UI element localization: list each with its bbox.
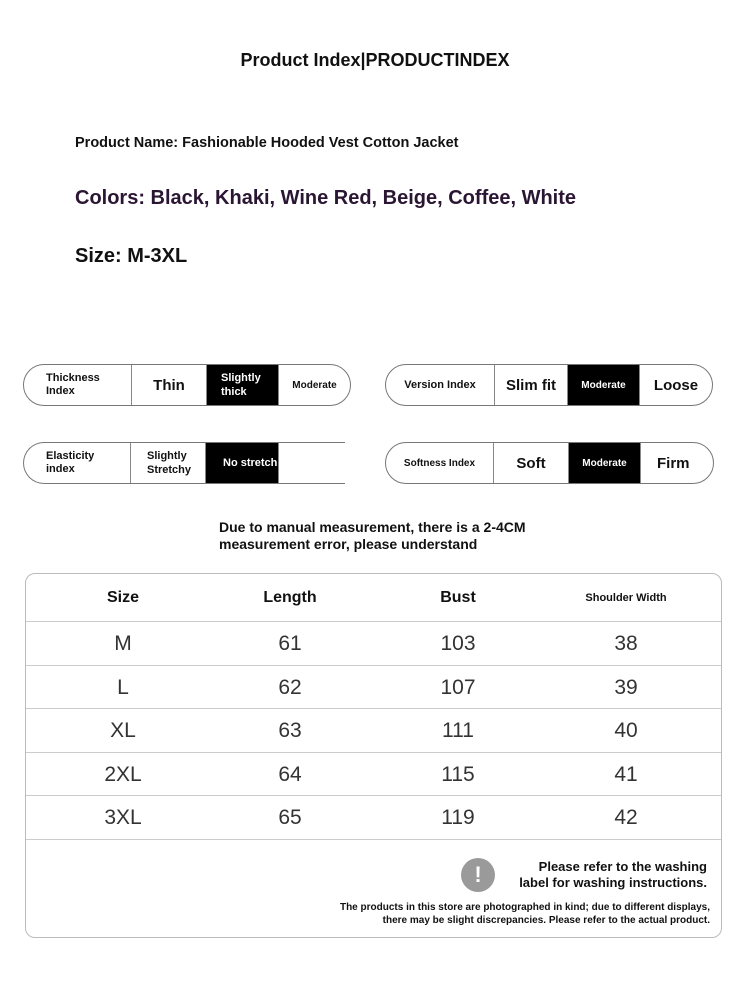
elasticity-index	[23, 442, 345, 484]
header-shoulder-width: Shoulder Width	[585, 592, 667, 604]
measurement-note	[219, 519, 526, 553]
page-title: Product Index|PRODUCTINDEX	[240, 50, 510, 70]
softness-index-label: Softness Index	[403, 457, 476, 469]
product-size: Size: M-3XL	[75, 245, 188, 267]
table-row	[26, 709, 721, 753]
version-option-slim-fit: Slim fit	[494, 365, 567, 405]
thickness-option-thin: Thin	[131, 365, 206, 405]
elasticity-index-label-line1: Elasticity	[46, 450, 95, 462]
disclaimer-line1: The products in this store are photographed in kind; due to different displays,	[339, 902, 710, 913]
disclaimer	[250, 901, 710, 927]
product-colors: Colors: Black, Khaki, Wine Red, Beige, Coffee, White	[75, 187, 577, 209]
product-name: Product Name: Fashionable Hooded Vest Cotton Jacket	[75, 135, 459, 151]
measurement-note-line1: Due to manual measurement, there is a 2-4CM	[219, 519, 526, 535]
cell-shoulder-width: 42	[614, 806, 638, 829]
version-option-moderate: Moderate	[567, 365, 639, 405]
cell-shoulder-width: 38	[614, 632, 638, 655]
elasticity-index-label	[24, 443, 130, 483]
cell-length: 62	[278, 675, 302, 699]
elasticity-index-label-line2: index	[46, 463, 75, 475]
disclaimer-line2: there may be slight discrepancies. Please refer to the actual product.	[382, 915, 710, 926]
cell-size: M	[114, 632, 132, 655]
cell-length: 64	[278, 762, 302, 786]
cell-length: 61	[278, 632, 302, 655]
thickness-index-label-line2: Index	[46, 385, 75, 397]
elasticity-option-blank	[278, 443, 345, 483]
cell-bust: 115	[441, 762, 475, 786]
elasticity-option-no-stretch: No stretch	[205, 443, 278, 483]
cell-bust: 111	[442, 719, 474, 742]
cell-shoulder-width: 41	[614, 762, 638, 786]
thickness-index-label-line1: Thickness	[46, 372, 100, 384]
thickness-index-label	[24, 365, 131, 405]
thickness-option-moderate: Moderate	[278, 365, 350, 405]
elasticity-option-slightly-stretchy: Slightly Stretchy	[130, 443, 205, 483]
softness-option-soft: Soft	[493, 443, 568, 483]
thickness-option-slightly-thick: Slightly thick	[206, 365, 278, 405]
table-row	[26, 666, 721, 710]
table-row	[26, 622, 721, 666]
cell-size: 3XL	[104, 806, 142, 829]
cell-length: 65	[278, 806, 302, 829]
cell-length: 63	[278, 719, 302, 742]
header-length: Length	[263, 589, 317, 606]
table-row	[26, 796, 721, 840]
version-option-loose: Loose	[639, 365, 712, 405]
softness-option-moderate: Moderate	[568, 443, 640, 483]
measurement-note-line2: measurement error, please understand	[219, 536, 478, 552]
header-size: Size	[106, 589, 139, 606]
washing-instructions	[500, 859, 707, 891]
cell-size: 2XL	[104, 762, 142, 786]
header-bust: Bust	[440, 589, 476, 606]
washing-line2: label for washing instructions.	[519, 875, 707, 890]
cell-size: L	[117, 675, 129, 699]
cell-bust: 103	[440, 632, 476, 655]
softness-index	[385, 442, 714, 484]
cell-bust: 107	[440, 675, 476, 699]
size-table-header	[26, 574, 721, 622]
washing-line1: Please refer to the washing	[538, 859, 707, 874]
cell-bust: 119	[441, 806, 475, 829]
softness-option-firm: Firm	[640, 443, 713, 483]
cell-size: XL	[110, 719, 136, 742]
thickness-index	[23, 364, 351, 406]
exclamation-icon: !	[461, 858, 495, 892]
cell-shoulder-width: 39	[614, 675, 638, 699]
version-index	[385, 364, 713, 406]
table-row	[26, 753, 721, 797]
version-index-label: Version Index	[404, 379, 476, 391]
cell-shoulder-width: 40	[614, 719, 638, 742]
